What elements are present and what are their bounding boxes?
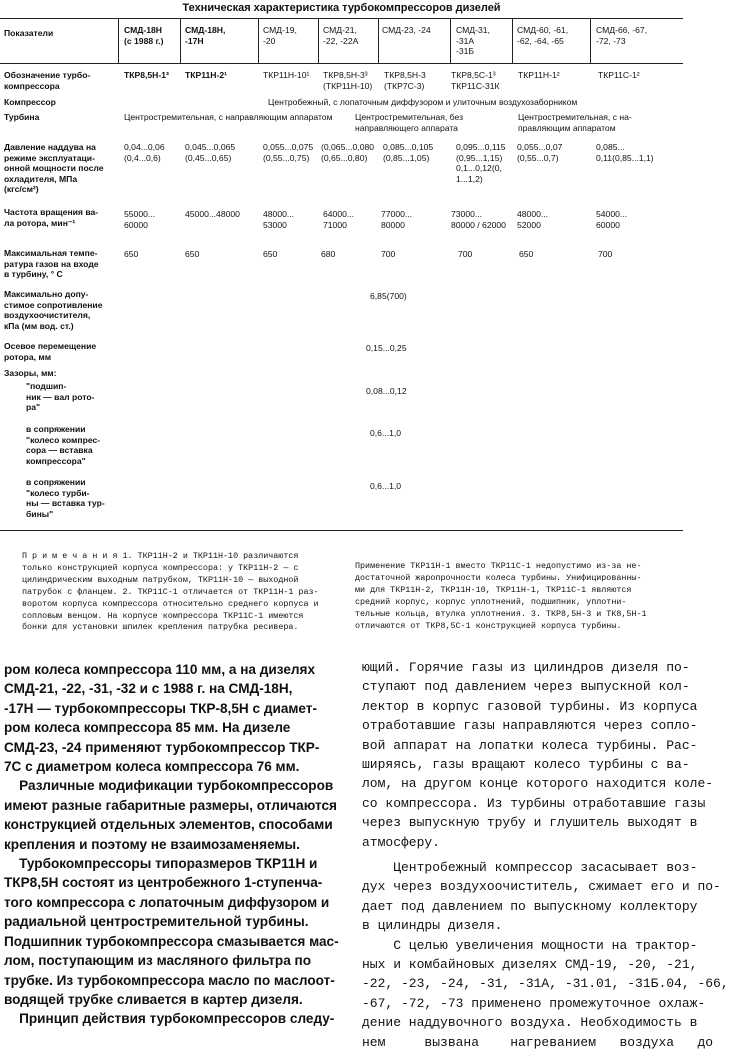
cell-rotation-6: 73000... 80000 / 62000 (451, 209, 506, 230)
col-rule (118, 18, 119, 63)
cell-resistance: 6,85(700) (370, 291, 407, 301)
cell-pressure-1: 0,04...0,06 (0,4...0,6) (124, 142, 165, 163)
cell-rotation-8: 54000... 60000 (596, 209, 628, 230)
cell-turbine-b: Центростремительная, без направляющего аппарата (355, 112, 464, 133)
row-label-pressure: Давление наддува на режиме эксплуатаци- онной мощности после охладителя, МПа (кгс/см²) (4, 142, 104, 194)
cell-designation-4: ТКР8,5Н-3³ (ТКР11Н-10) (323, 70, 373, 91)
header-col-3: СМД-19, -20 (263, 25, 297, 46)
cell-rotation-1: 55000... 60000 (124, 209, 156, 230)
cell-gas-temp-6: 700 (458, 249, 473, 259)
header-col-4: СМД-21, -22, -22А (323, 25, 359, 46)
col-rule (318, 18, 319, 63)
table-bottom-rule (0, 530, 683, 531)
cell-designation-7: ТКР11Н-1² (518, 70, 560, 80)
cell-pressure-7: 0,055...0,07 (0,55...0,7) (517, 142, 563, 163)
row-label-turbine: Турбина (4, 112, 40, 122)
col-rule (378, 18, 379, 63)
header-col-2: СМД-18Н, -17Н (185, 25, 226, 46)
table-header-rule (0, 63, 683, 64)
cell-turbine-c: Центростремительная, с на- правляющим аппаратом (518, 112, 632, 133)
table-title: Техническая характеристика турбокомпрессоров дизелей (182, 2, 501, 14)
table-top-rule (0, 18, 683, 19)
cell-rotation-2: 45000...48000 (185, 209, 240, 219)
row-label-gap-compressor: в сопряжении "колесо компрес- сора — вставка компрессора" (26, 424, 101, 466)
cell-designation-6: ТКР8,5С-1³ ТКР11С-31К (451, 70, 500, 91)
row-label-compressor: Компрессор (4, 97, 56, 107)
cell-designation-3: ТКР11Н-10¹ (263, 70, 310, 80)
cell-gas-temp-1: 650 (124, 249, 139, 259)
cell-axial: 0,15...0,25 (366, 343, 407, 353)
body-left-column: ром колеса компрессора 110 мм, а на дизелях СМД-21, -22, -31, -32 и с 1988 г. на СМД-18Н, -17Н — турбокомпрессоры ТКР-8,5Н с диамет- ром колеса компрессора 85 мм. На дизеле СМД-23, -24 применяют турбокомпрессор ТКР- 7С с диаметром колеса компрессора 76 мм. Различные модификации турбокомпрессоров имеют разные габаритные размеры, отличаются конструкцией отдельных элементов, способами крепления и поэтому не взаимозаменяемы. Турбокомпрессоры типоразмеров ТКР11Н и ТКР8,5Н состоят из центробежного 1-ступенча- того компрессора с лопаточным диффузором и радиальной центростремительной турбины. Подшипник турбокомпрессора смазывается мас- лом, поступающим из масляного фильтра по трубке. Из турбокомпрессора масло по маслоот- водящей трубке сливается в картер дизеля. Принцип действия турбокомпрессоров следу- (4, 662, 339, 1027)
col-rule (590, 18, 591, 63)
cell-pressure-8: 0,085... 0,11(0,85...1,1) (596, 142, 654, 163)
cell-gas-temp-8: 700 (598, 249, 613, 259)
cell-pressure-2: 0,045...0,065 (0,45...0,65) (185, 142, 236, 163)
col-rule (180, 18, 181, 63)
cell-designation-1: ТКР8,5Н-1³ (124, 70, 169, 80)
header-col-5: СМД-23, -24 (382, 25, 431, 35)
cell-turbine-a: Центростремительная, с направляющим аппаратом (124, 112, 333, 122)
cell-pressure-4: (0,065...0,080 (0,65...0,80) (321, 142, 375, 163)
cell-rotation-7: 48000... 52000 (517, 209, 549, 230)
row-label-gap-turbine: в сопряжении "колесо турби- ны — вставка тур- бины" (26, 477, 105, 519)
cell-pressure-6: 0,095...0,115 (0,95...1,15) 0,1...0,12(0, 1...1,2) (456, 142, 506, 184)
cell-gas-temp-7: 650 (519, 249, 534, 259)
cell-designation-5: ТКР8,5Н-3 (ТКР7С-3) (384, 70, 426, 91)
header-col-1: СМД-18Н (с 1988 г.) (124, 25, 164, 46)
cell-gap-turbine: 0,6...1,0 (370, 481, 402, 491)
cell-designation-8: ТКР11С-1² (598, 70, 640, 80)
header-col-7: СМД-60, -61, -62, -64, -65 (517, 25, 569, 46)
header-indicator: Показатели (4, 28, 54, 38)
body-right-column-b: Центробежный компрессор засасывает воз- дух через воздухоочиститель, сжимает его и по- дает под давлением по выпускному коллектору в цилиндры дизеля. С целью увеличения мощности на трактор- ных и комбайновых дизелях СМД-19, -20, -21, -22, -23, -24, -31, -31А, -31.01, -31Б.04, -66, -67, -72, -73 применено промежуточное охлаж- дение наддувочного воздуха. Необходимость в нем вызвана нагреванием воздуха до (362, 860, 729, 1050)
col-rule (450, 18, 451, 63)
header-col-8: СМД-66, -67, -72, -73 (596, 25, 648, 46)
row-label-gap-bearing: "подшип- ник — вал рото- ра" (26, 381, 95, 412)
cell-rotation-5: 77000... 80000 (381, 209, 413, 230)
row-label-gaps: Зазоры, мм: (4, 368, 57, 378)
notes-left: П р и м е ч а н и я 1. ТКР11Н-2 и ТКР11Н-10 различаются только конструкцией корпуса компрессора: у ТКР11Н-2 — с цилиндрическим выходным патрубком, ТКР11Н-10 — выходной патрубок с фланцем. 2. ТКР11С-1 отличается от ТКР11Н-1 раз- воротом корпуса компрессора относительно среднего корпуса и сопловым венцом. На корпусе компрессора ТКР11С-1 имеются бонки для установки шпилек крепления патрубка ресивера. (22, 551, 319, 633)
cell-gap-compressor: 0,6...1,0 (370, 428, 402, 438)
cell-gap-bearing: 0,08...0,12 (366, 386, 407, 396)
row-label-resistance: Максимально допу- стимое сопротивление воздухоочистителя, кПа (мм вод. ст.) (4, 289, 103, 331)
cell-gas-temp-5: 700 (381, 249, 396, 259)
notes-right: Применение ТКР11Н-1 вместо ТКР11С-1 недопустимо из-за не- достаточной жаропрочности колеса турбины. Унифицированны- ми для ТКР11Н-2, ТКР11Н-10, ТКР11Н-1, ТКР11С-1 являются средний корпус, корпус уплотнений, подшипник, уплотни- тельные кольца, втулка уплотнения. 3. ТКР8,5Н-3 и ТК8,5Н-1 отличаются от ТКР8,5С-1 конструкцией корпуса турбины. (355, 561, 647, 631)
row-label-designation: Обозначение турбо- компрессора (4, 70, 91, 91)
cell-rotation-3: 48000... 53000 (263, 209, 295, 230)
cell-gas-temp-4: 680 (321, 249, 336, 259)
cell-pressure-5: 0,085...0,105 (0,85...1,05) (383, 142, 434, 163)
col-rule (512, 18, 513, 63)
cell-designation-2: ТКР11Н-2¹ (185, 70, 228, 80)
header-col-6: СМД-31, -31А -31Б (456, 25, 490, 56)
row-label-rotation: Частота вращения ва- ла ротора, мин⁻¹ (4, 207, 99, 228)
row-label-gas-temp: Максимальная темпе- ратура газов на входе в турбину, ° С (4, 248, 99, 279)
cell-compressor: Центробежный, с лопаточным диффузором и улиточным воздухозаборником (268, 97, 578, 107)
row-label-axial: Осевое перемещение ротора, мм (4, 341, 97, 362)
body-right-column-a: ющий. Горячие газы из цилиндров дизеля по- ступают под давлением через выпускной кол- лектор в корпус газовой турбины. Из корпуса отработавшие газы направляются через сопло- вой аппарат на лопатки колеса турбины. Рас- ширяясь, газы вращают колесо турбины с ва- лом, на другом конце которого находится коле- со компрессора. Из турбины отработавшие газы через выпускную трубу и глушитель выходят в атмосферу. (362, 660, 714, 850)
col-rule (258, 18, 259, 63)
cell-rotation-4: 64000... 71000 (323, 209, 355, 230)
cell-gas-temp-3: 650 (263, 249, 278, 259)
cell-gas-temp-2: 650 (185, 249, 200, 259)
cell-pressure-3: 0,055...0,075 (0,55...0,75) (263, 142, 314, 163)
